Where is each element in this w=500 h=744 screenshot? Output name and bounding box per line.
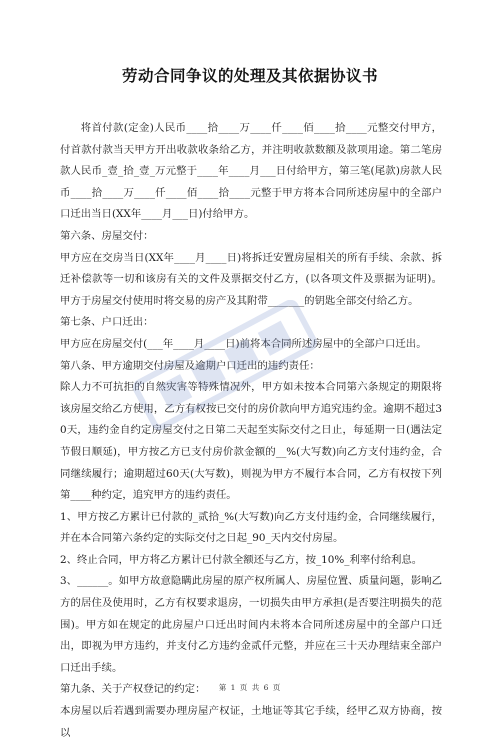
clause-8-2: 2、终止合同，甲方将乙方累计已付款全额还与乙方，按_10%_利率付给利息。 (60, 553, 423, 566)
heading-article-9: 第九条、关于产权登记的约定： (60, 683, 206, 696)
heading-article-8: 第八条、甲方逾期交付房屋及逾期户口迁出的违约责任： (60, 359, 320, 372)
heading-article-6: 第六条、房屋交付： (60, 229, 154, 242)
page-footer: 第 1 页 共 6 页 (218, 683, 282, 692)
heading-article-7: 第七条、户口迁出： (60, 316, 154, 329)
paragraph-article-7: 甲方应在房屋交付(___年____月____日)前将本合同所述房屋中的全部户口迁出。 (60, 337, 427, 350)
paragraph-article-9: 本房屋以后若遇到需要办理房屋产权证，土地证等其它手续，经甲乙双方协商，按以 (60, 705, 442, 739)
paragraph-article-8: 除人力不可抗拒的自然灾害等特殊情况外，甲方如未按本合同第六条规定的期限将该房屋交给乙方使用，乙方有权按已交付的房价款向甲方追究违约金。逾期不超过30天，违约金自约定房屋交付之日第二天起至实际交付之日止，每延期一日(遇法定节假日顺延)，甲方按乙方已支付房价款金额的__%(大写数)向乙方支付违约金，合同继续履行；逾期超过60天(大写数)，则视为甲方不履行本合同，乙方有权按下列第____种约定，追究甲方的违约责任。 (60, 381, 442, 502)
paragraph-payment-terms: 将首付款(定金)人民币____拾____万____仟____佰____拾____元整交付甲方，付首款付款当天甲方开出收款收条给乙方，并注明收款数额及款项用途。第二笔房款人民币_壹_拾_壹_万元整于____年____月___日付给甲方，第三笔(尾款)房款人民币____拾____万____仟____佰____拾____元整于甲方将本合同所述房屋中的全部户口迁出当日(XX年____月___日)付给甲方。 (60, 122, 442, 221)
clause-8-1: 1、甲方按乙方累计已付款的_贰拾_%(大写数)向乙方支付违约金，合同继续履行，并在本合同第六条约定的实际交付之日起_90_天内交付房屋。 (60, 510, 442, 545)
clause-8-3: 3、______。如甲方故意隐瞒此房屋的原产权所属人、房屋位置、质量问题，影响乙方的居住及使用时，乙方有权要求退房，一切损失由甲方承担(是否要注明损失的范围)。甲方如在规定的此房屋户口迁出时间内未将本合同所述房屋中的全部户口迁出，即视为甲方违约，并支付乙方违约金贰仟元整，并应在三十天办理结束全部户口迁出手续。 (60, 575, 442, 674)
document-title: 劳动合同争议的处理及其依据协议书 (121, 67, 378, 85)
paragraph-article-6: 甲方应在交房当日(XX年____月____日)将拆迁安置房屋相关的所有手续、余款、拆迁补偿款等一切和该房有关的文件及票据交付乙方，(以各项文件及票据为证明)。甲方于房屋交付使用时将交易的房产及其附带_______的钥匙全部交付给乙方。 (60, 251, 442, 307)
document-body (60, 118, 442, 744)
